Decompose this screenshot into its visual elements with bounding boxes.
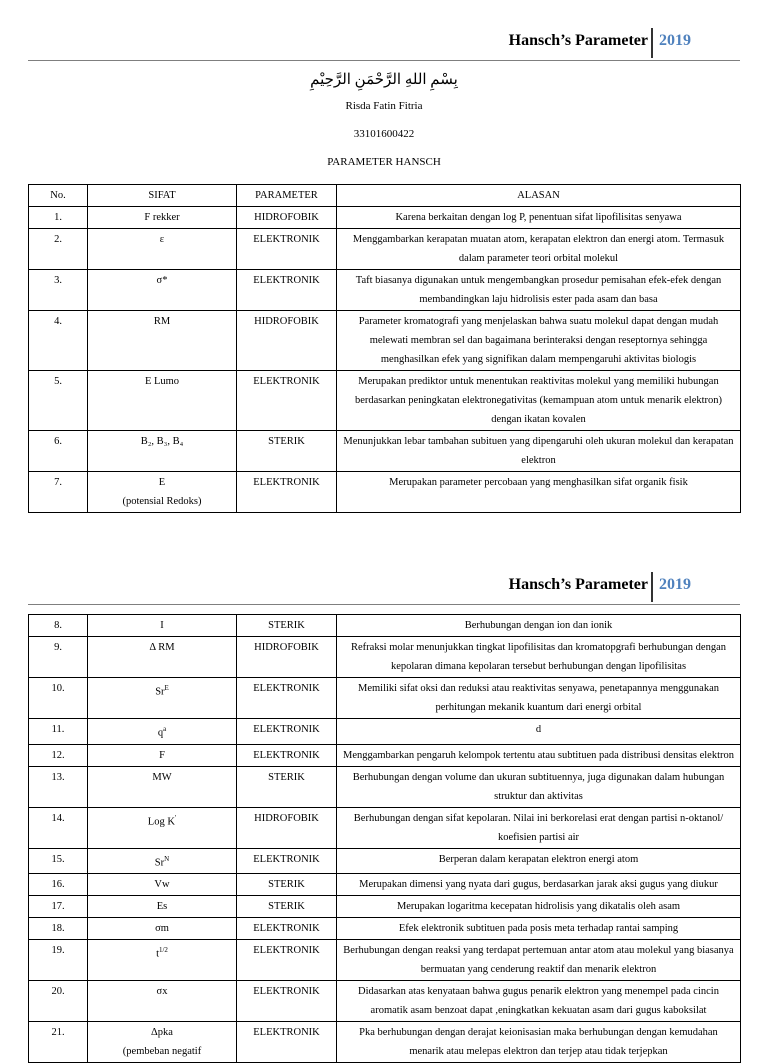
cell-sifat bbox=[88, 270, 237, 311]
sifat-symbol: q bbox=[157, 727, 164, 739]
header-year: 2019 bbox=[659, 32, 691, 49]
cell-alasan: Merupakan prediktor untuk menentukan reaktivitas molekul yang memiliki hubungan berdasarkan peningkatan elektronegativitas (kemampuan atom untuk menarik elektron) dengan ikatan kovalen bbox=[337, 371, 741, 431]
cell-no: 19. bbox=[29, 940, 88, 981]
cell-parameter: STERIK bbox=[237, 615, 337, 637]
cell-no: 16. bbox=[29, 874, 88, 896]
header-title: Hansch’s Parameter bbox=[508, 32, 648, 49]
cell-no: 15. bbox=[29, 848, 88, 874]
sifat-note: (pembeban negatif bbox=[122, 1046, 202, 1057]
cell-parameter: ELEKTRONIK bbox=[237, 229, 337, 270]
cell-no: 11. bbox=[29, 719, 88, 745]
sifat-symbol: Log K bbox=[147, 816, 175, 827]
cell-parameter: ELEKTRONIK bbox=[237, 918, 337, 940]
cell-sifat bbox=[88, 766, 237, 807]
table-row bbox=[29, 744, 741, 766]
cell-no: 2. bbox=[29, 229, 88, 270]
cell-alasan: d bbox=[337, 719, 741, 745]
sifat-symbol: F rekker bbox=[144, 212, 180, 223]
sifat-note: (potensial Redoks) bbox=[122, 496, 202, 507]
col-no: No. bbox=[29, 185, 88, 207]
header-year: 2019 bbox=[659, 576, 691, 593]
cell-sifat bbox=[88, 807, 237, 848]
sifat-symbol: t bbox=[156, 948, 159, 960]
student-id: 33101600422 bbox=[353, 128, 415, 140]
table-row bbox=[29, 207, 741, 229]
col-parameter: PARAMETER bbox=[237, 185, 337, 207]
header-divider bbox=[651, 572, 653, 602]
sifat-symbol: σx bbox=[156, 986, 168, 997]
sifat-symbol: E bbox=[158, 477, 166, 488]
cell-alasan: Pka berhubungan dengan derajat keionisasian maka berhubungan dengan kemudahan menarik atau melepas elektron dan terjep atau tidak terjepkan bbox=[337, 1022, 741, 1063]
sifat-superscript: E bbox=[164, 684, 169, 692]
cell-sifat bbox=[88, 719, 237, 745]
cell-no: 12. bbox=[29, 744, 88, 766]
cell-no: 21. bbox=[29, 1022, 88, 1063]
cell-parameter: ELEKTRONIK bbox=[237, 848, 337, 874]
cell-parameter: ELEKTRONIK bbox=[237, 744, 337, 766]
sifat-superscript: N bbox=[164, 854, 170, 863]
cell-no: 13. bbox=[29, 766, 88, 807]
table-row bbox=[29, 431, 741, 472]
cell-sifat bbox=[88, 744, 237, 766]
table-row bbox=[29, 719, 741, 745]
header-title: Hansch’s Parameter bbox=[508, 576, 648, 593]
cell-no: 9. bbox=[29, 637, 88, 678]
sifat-symbol: Sr bbox=[155, 686, 165, 698]
cell-alasan: Didasarkan atas kenyataan bahwa gugus penarik elektron yang menempel pada cincin aromatik asam benzoat dapat ,eningkatkan kekuatan asam dari gugus kaboksilat bbox=[337, 981, 741, 1022]
table-row bbox=[29, 874, 741, 896]
sifat-symbol: ε bbox=[159, 234, 165, 245]
cell-no: 8. bbox=[29, 615, 88, 637]
cell-parameter: HIDROFOBIK bbox=[237, 207, 337, 229]
cell-parameter: STERIK bbox=[237, 766, 337, 807]
cell-alasan: Menggambarkan pengaruh kelompok tertentu atau subtituen pada distribusi densitas elektron bbox=[337, 744, 741, 766]
sifat-symbol: MW bbox=[152, 771, 172, 783]
cell-sifat bbox=[88, 918, 237, 940]
cell-alasan: Berperan dalam kerapatan elektron energi atom bbox=[337, 848, 741, 874]
col-sifat: SIFAT bbox=[88, 185, 237, 207]
page-header bbox=[28, 28, 740, 61]
cell-parameter: HIDROFOBIK bbox=[237, 637, 337, 678]
cell-parameter: ELEKTRONIK bbox=[237, 472, 337, 513]
cell-no: 6. bbox=[29, 431, 88, 472]
cell-parameter: ELEKTRONIK bbox=[237, 940, 337, 981]
cell-parameter: ELEKTRONIK bbox=[237, 270, 337, 311]
cell-sifat bbox=[88, 615, 237, 637]
basmala: بِسْمِ اللهِ الرَّحْمَنِ الرَّحِيْمِ bbox=[310, 72, 458, 88]
table-row bbox=[29, 1022, 741, 1063]
cell-no: 20. bbox=[29, 981, 88, 1022]
cell-alasan: Karena berkaitan dengan log P, penentuan sifat lipofilisitas senyawa bbox=[337, 207, 741, 229]
cell-sifat bbox=[88, 940, 237, 981]
sifat-symbol: Vw bbox=[154, 879, 170, 890]
cell-parameter: HIDROFOBIK bbox=[237, 311, 337, 371]
cell-parameter: STERIK bbox=[237, 896, 337, 918]
sifat-symbol: Δ RM bbox=[149, 642, 175, 653]
table-row bbox=[29, 940, 741, 981]
table-row bbox=[29, 637, 741, 678]
cell-alasan: Refraksi molar menunjukkan tingkat lipofilisitas dan kromatopgrafi berhubungan dengan kepolaran dimana kepolaran tersebut berhubungan dengan lipofilisitas bbox=[337, 637, 741, 678]
cell-sifat bbox=[88, 874, 237, 896]
cell-no: 17. bbox=[29, 896, 88, 918]
cell-alasan: Menunjukkan lebar tambahan subituen yang dipengaruhi oleh ukuran molekul dan kerapatan elektron bbox=[337, 431, 741, 472]
cell-alasan: Berhubungan dengan sifat kepolaran. Nilai ini berkorelasi erat dengan partisi n-oktanol/ koefisien partisi air bbox=[337, 807, 741, 848]
table-row bbox=[29, 270, 741, 311]
cell-parameter: HIDROFOBIK bbox=[237, 807, 337, 848]
sifat-symbol: Δpka bbox=[151, 1027, 173, 1038]
sifat-symbol: F bbox=[159, 749, 165, 761]
table-header-row bbox=[29, 185, 741, 207]
table-row bbox=[29, 918, 741, 940]
cell-alasan: Menggambarkan kerapatan muatan atom, kerapatan elektron dan energi atom. Termasuk dalam parameter teori orbital molekul bbox=[337, 229, 741, 270]
table-row bbox=[29, 848, 741, 874]
page-header-2 bbox=[28, 572, 740, 605]
cell-sifat bbox=[88, 371, 237, 431]
sifat-symbol: B₂, B₃, B₄ bbox=[140, 436, 184, 447]
cell-alasan: Efek elektronik subtituen pada posis meta terhadap rantai samping bbox=[337, 918, 741, 940]
cell-parameter: ELEKTRONIK bbox=[237, 1022, 337, 1063]
cell-alasan: Taft biasanya digunakan untuk mengembangkan prosedur pemisahan efek-efek dengan membandingkan laju hidrolisis ester pada asam dan basa bbox=[337, 270, 741, 311]
sifat-superscript: ' bbox=[174, 813, 177, 822]
cell-alasan: Berhubungan dengan ion dan ionik bbox=[337, 615, 741, 637]
table-row bbox=[29, 896, 741, 918]
cell-sifat bbox=[88, 229, 237, 270]
sifat-symbol: E Lumo bbox=[144, 376, 180, 387]
cell-sifat bbox=[88, 896, 237, 918]
sifat-symbol: Es bbox=[156, 901, 168, 912]
cell-alasan: Berhubungan dengan reaksi yang terdapat pertemuan antar atom atau molekul yang biasanya bermuatan yang cenderung reaktif dan menarik elektron bbox=[337, 940, 741, 981]
cell-alasan: Memiliki sifat oksi dan reduksi atau reaktivitas senyawa, penetapannya menggunakan perhitungan mekanik kuantum dari energi orbital bbox=[337, 678, 741, 719]
table-row bbox=[29, 678, 741, 719]
table-row bbox=[29, 981, 741, 1022]
cell-alasan: Merupakan parameter percobaan yang menghasilkan sifat organik fisik bbox=[337, 472, 741, 513]
cell-parameter: ELEKTRONIK bbox=[237, 981, 337, 1022]
document-heading: PARAMETER HANSCH bbox=[327, 156, 441, 168]
author-name: Risda Fatin Fitria bbox=[345, 100, 423, 112]
header-divider bbox=[651, 28, 653, 58]
cell-parameter: STERIK bbox=[237, 431, 337, 472]
cell-alasan: Merupakan dimensi yang nyata dari gugus, berdasarkan jarak aksi gugus yang diukur bbox=[337, 874, 741, 896]
cell-no: 18. bbox=[29, 918, 88, 940]
cell-sifat bbox=[88, 311, 237, 371]
cell-alasan: Parameter kromatografi yang menjelaskan bahwa suatu molekul dapat dengan mudah melewati membran sel dan bagaimana berinteraksi dengan reseptornya sehingga menghasilkan efek yang signifikan dalam mempengaruhi aktivitas biologis bbox=[337, 311, 741, 371]
parameter-table-2 bbox=[28, 614, 741, 1063]
table-row bbox=[29, 807, 741, 848]
cell-no: 10. bbox=[29, 678, 88, 719]
cell-parameter: STERIK bbox=[237, 874, 337, 896]
cell-no: 14. bbox=[29, 807, 88, 848]
table-row bbox=[29, 472, 741, 513]
cell-no: 3. bbox=[29, 270, 88, 311]
table-row bbox=[29, 766, 741, 807]
cell-parameter: ELEKTRONIK bbox=[237, 371, 337, 431]
cell-alasan: Berhubungan dengan volume dan ukuran subtituennya, juga digunakan dalam hubungan struktur dan aktivitas bbox=[337, 766, 741, 807]
cell-no: 5. bbox=[29, 371, 88, 431]
sifat-symbol: σm bbox=[155, 923, 169, 934]
cell-parameter: ELEKTRONIK bbox=[237, 719, 337, 745]
sifat-superscript: a bbox=[163, 725, 167, 733]
table-row bbox=[29, 371, 741, 431]
sifat-superscript: 1/2 bbox=[158, 946, 168, 954]
cell-sifat bbox=[88, 637, 237, 678]
col-alasan: ALASAN bbox=[337, 185, 741, 207]
sifat-symbol: σ* bbox=[156, 275, 168, 286]
sifat-symbol: RM bbox=[153, 316, 171, 327]
cell-parameter: ELEKTRONIK bbox=[237, 678, 337, 719]
cell-sifat bbox=[88, 1022, 237, 1063]
cell-sifat bbox=[88, 472, 237, 513]
cell-no: 4. bbox=[29, 311, 88, 371]
cell-no: 1. bbox=[29, 207, 88, 229]
table-row bbox=[29, 311, 741, 371]
cell-sifat bbox=[88, 981, 237, 1022]
cell-sifat bbox=[88, 431, 237, 472]
cell-alasan: Merupakan logaritma kecepatan hidrolisis yang dikatalis oleh asam bbox=[337, 896, 741, 918]
cell-sifat bbox=[88, 678, 237, 719]
cell-sifat bbox=[88, 207, 237, 229]
cell-sifat bbox=[88, 848, 237, 874]
table-row bbox=[29, 229, 741, 270]
sifat-symbol: I bbox=[160, 620, 164, 631]
sifat-symbol: Sr bbox=[154, 857, 165, 868]
cell-no: 7. bbox=[29, 472, 88, 513]
parameter-table-1 bbox=[28, 184, 741, 513]
table-row bbox=[29, 615, 741, 637]
